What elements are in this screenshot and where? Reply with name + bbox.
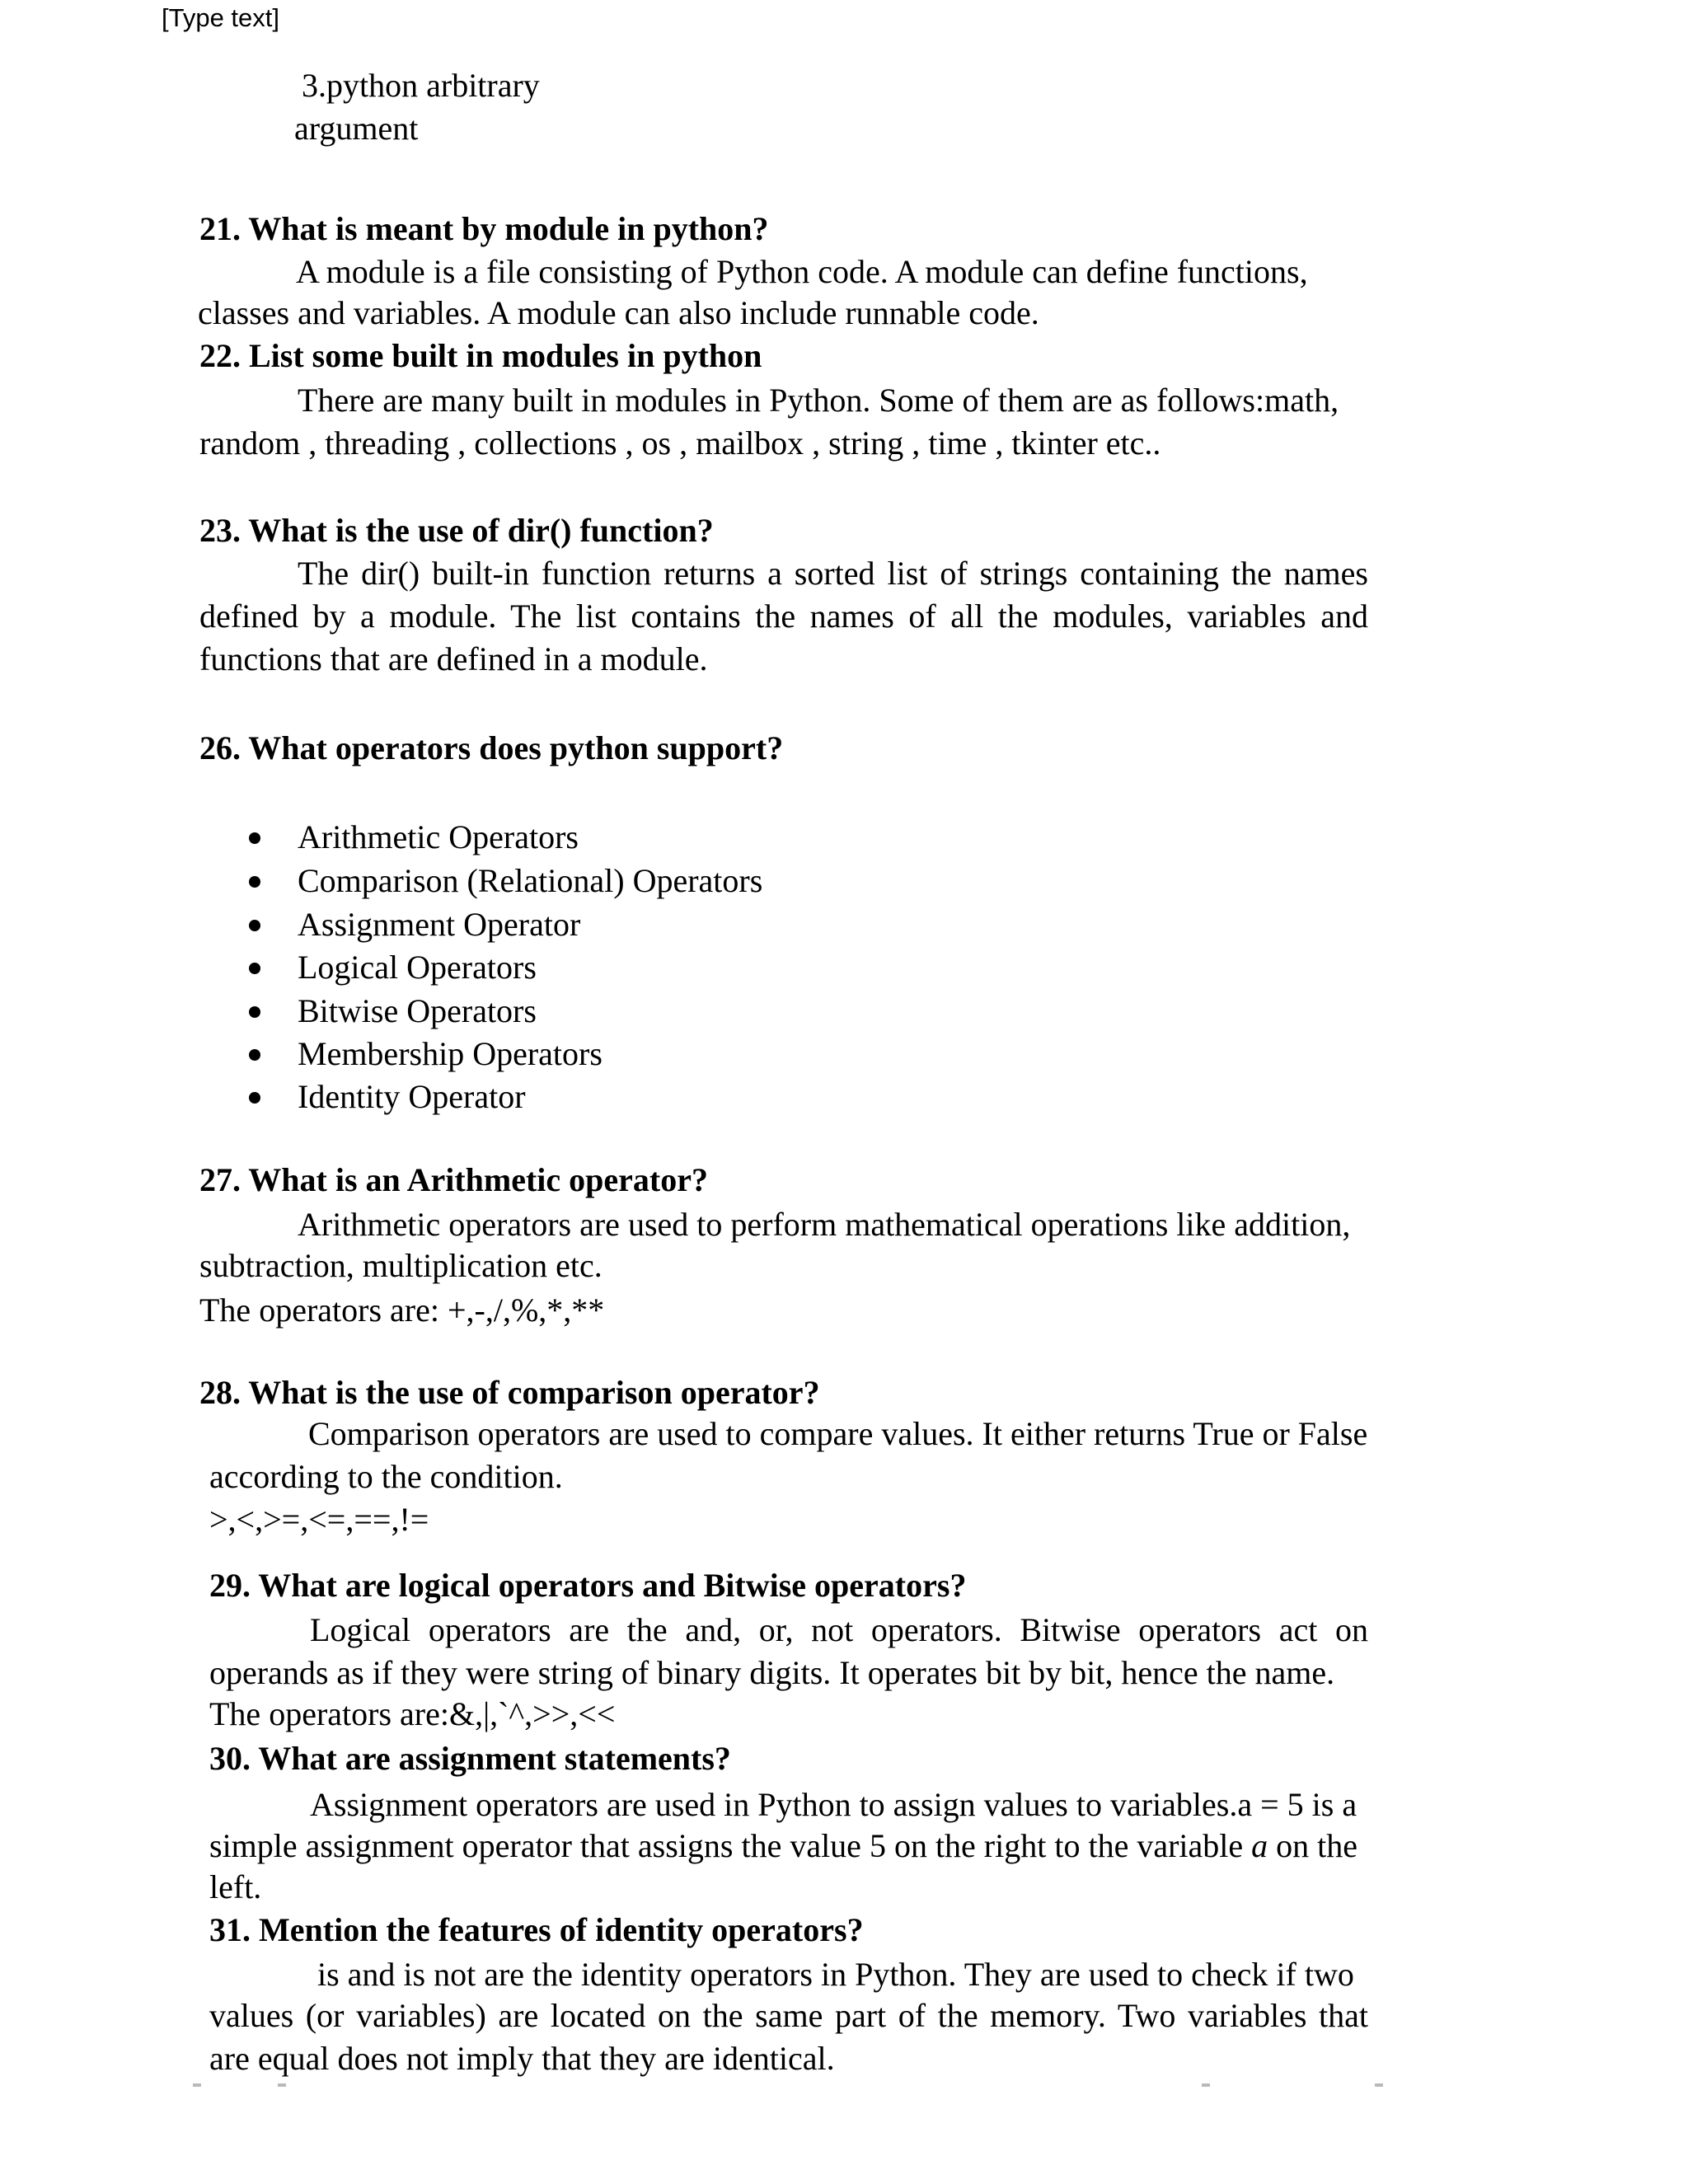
answer-23-line-3: functions that are defined in a module. <box>199 640 708 677</box>
question-title: What is meant by module in python? <box>248 210 769 247</box>
list-item: Logical Operators <box>298 949 537 986</box>
question-title: What is an Arithmetic operator? <box>248 1161 708 1198</box>
answer-30-line-2 <box>209 1825 1357 1868</box>
header-text: [Type text] <box>162 3 280 32</box>
question-21-heading <box>199 208 769 251</box>
question-title: List some built in modules in python <box>249 337 762 374</box>
question-number: 21. <box>199 210 241 247</box>
fragment-line-2: argument <box>294 110 419 147</box>
question-29-heading <box>209 1564 966 1607</box>
question-28-heading <box>199 1371 820 1414</box>
answer-31-line-2: values (or variables) are located on the same part of the memory. Two variables that <box>209 1997 1368 2034</box>
question-number: 27. <box>199 1161 241 1198</box>
question-number: 23. <box>199 512 241 549</box>
answer-27-line-2: subtraction, multiplication etc. <box>199 1247 603 1284</box>
answer-21-line-1: A module is a file consisting of Python code. A module can define functions, <box>296 253 1308 290</box>
answer-28-line-1: Comparison operators are used to compare values. It either returns True or False <box>308 1415 1368 1452</box>
answer-29-line-2: operands as if they were string of binary digits. It operates bit by bit, hence the name. <box>209 1654 1335 1691</box>
footer-mark <box>193 2083 201 2087</box>
answer-27-line-1: Arithmetic operators are used to perform mathematical operations like addition, <box>298 1206 1351 1243</box>
footer-mark <box>1202 2083 1210 2087</box>
question-27-heading <box>199 1159 708 1202</box>
question-23-heading <box>199 509 714 552</box>
bullet-icon <box>249 963 260 974</box>
answer-28-line-2: according to the condition. <box>209 1458 563 1495</box>
list-item: Identity Operator <box>298 1078 526 1115</box>
variable-name: a <box>1251 1827 1268 1864</box>
answer-30-line-1: Assignment operators are used in Python to assign values to variables.a = 5 is a <box>310 1786 1357 1823</box>
question-31-heading <box>209 1909 864 1952</box>
question-title: What is the use of comparison operator? <box>248 1374 820 1411</box>
fragment-line-1: 3.python arbitrary <box>302 67 540 104</box>
question-30-heading <box>209 1737 731 1780</box>
question-title: What is the use of dir() function? <box>248 512 714 549</box>
bullet-icon <box>249 1092 260 1104</box>
answer-29-line-3: The operators are:&,|,`^,>>,<< <box>209 1695 616 1732</box>
list-item: Membership Operators <box>298 1035 603 1072</box>
answer-28-line-3: >,<,>=,<=,==,!= <box>209 1501 429 1538</box>
question-22-heading <box>199 335 762 377</box>
answer-27-line-3: The operators are: +,-,/,%,*,** <box>199 1291 605 1329</box>
answer-21-line-2: classes and variables. A module can also include runnable code. <box>198 294 1039 331</box>
answer-23-line-1: The dir() built-in function returns a sorted list of strings containing the names <box>298 555 1368 592</box>
bullet-icon <box>249 832 260 844</box>
question-title: What are logical operators and Bitwise operators? <box>258 1567 967 1604</box>
list-item: Bitwise Operators <box>298 992 537 1029</box>
list-item: Comparison (Relational) Operators <box>298 862 763 899</box>
bullet-icon <box>249 876 260 888</box>
question-title: What are assignment statements? <box>258 1740 731 1777</box>
question-number: 22. <box>199 337 241 374</box>
footer-mark <box>1375 2083 1383 2087</box>
answer-text: simple assignment operator that assigns the value 5 on the right to the variable <box>209 1827 1252 1864</box>
question-number: 26. <box>199 729 241 766</box>
answer-31-line-3: are equal does not imply that they are identical. <box>209 2040 835 2077</box>
bullet-icon <box>249 920 260 931</box>
bullet-icon <box>249 1006 260 1018</box>
footer-mark <box>278 2083 286 2087</box>
list-item: Arithmetic Operators <box>298 818 579 855</box>
answer-22-line-2: random , threading , collections , os , mailbox , string , time , tkinter etc.. <box>199 424 1161 462</box>
list-item: Assignment Operator <box>298 906 581 943</box>
answer-23-line-2: defined by a module. The list contains the names of all the modules, variables and <box>199 598 1368 635</box>
answer-31-line-1: is and is not are the identity operators in Python. They are used to check if two <box>317 1956 1354 1993</box>
question-title: Mention the features of identity operators? <box>259 1911 864 1948</box>
question-number: 31. <box>209 1911 251 1948</box>
answer-30-line-3: left. <box>209 1868 262 1905</box>
bullet-icon <box>249 1049 260 1061</box>
question-number: 28. <box>199 1374 241 1411</box>
question-title: What operators does python support? <box>248 729 784 766</box>
answer-text: on the <box>1268 1827 1358 1864</box>
question-number: 29. <box>209 1567 251 1604</box>
question-number: 30. <box>209 1740 251 1777</box>
question-26-heading <box>199 727 783 770</box>
answer-29-line-1: Logical operators are the and, or, not operators. Bitwise operators act on <box>310 1611 1368 1648</box>
answer-22-line-1: There are many built in modules in Python. Some of them are as follows:math, <box>298 382 1339 419</box>
